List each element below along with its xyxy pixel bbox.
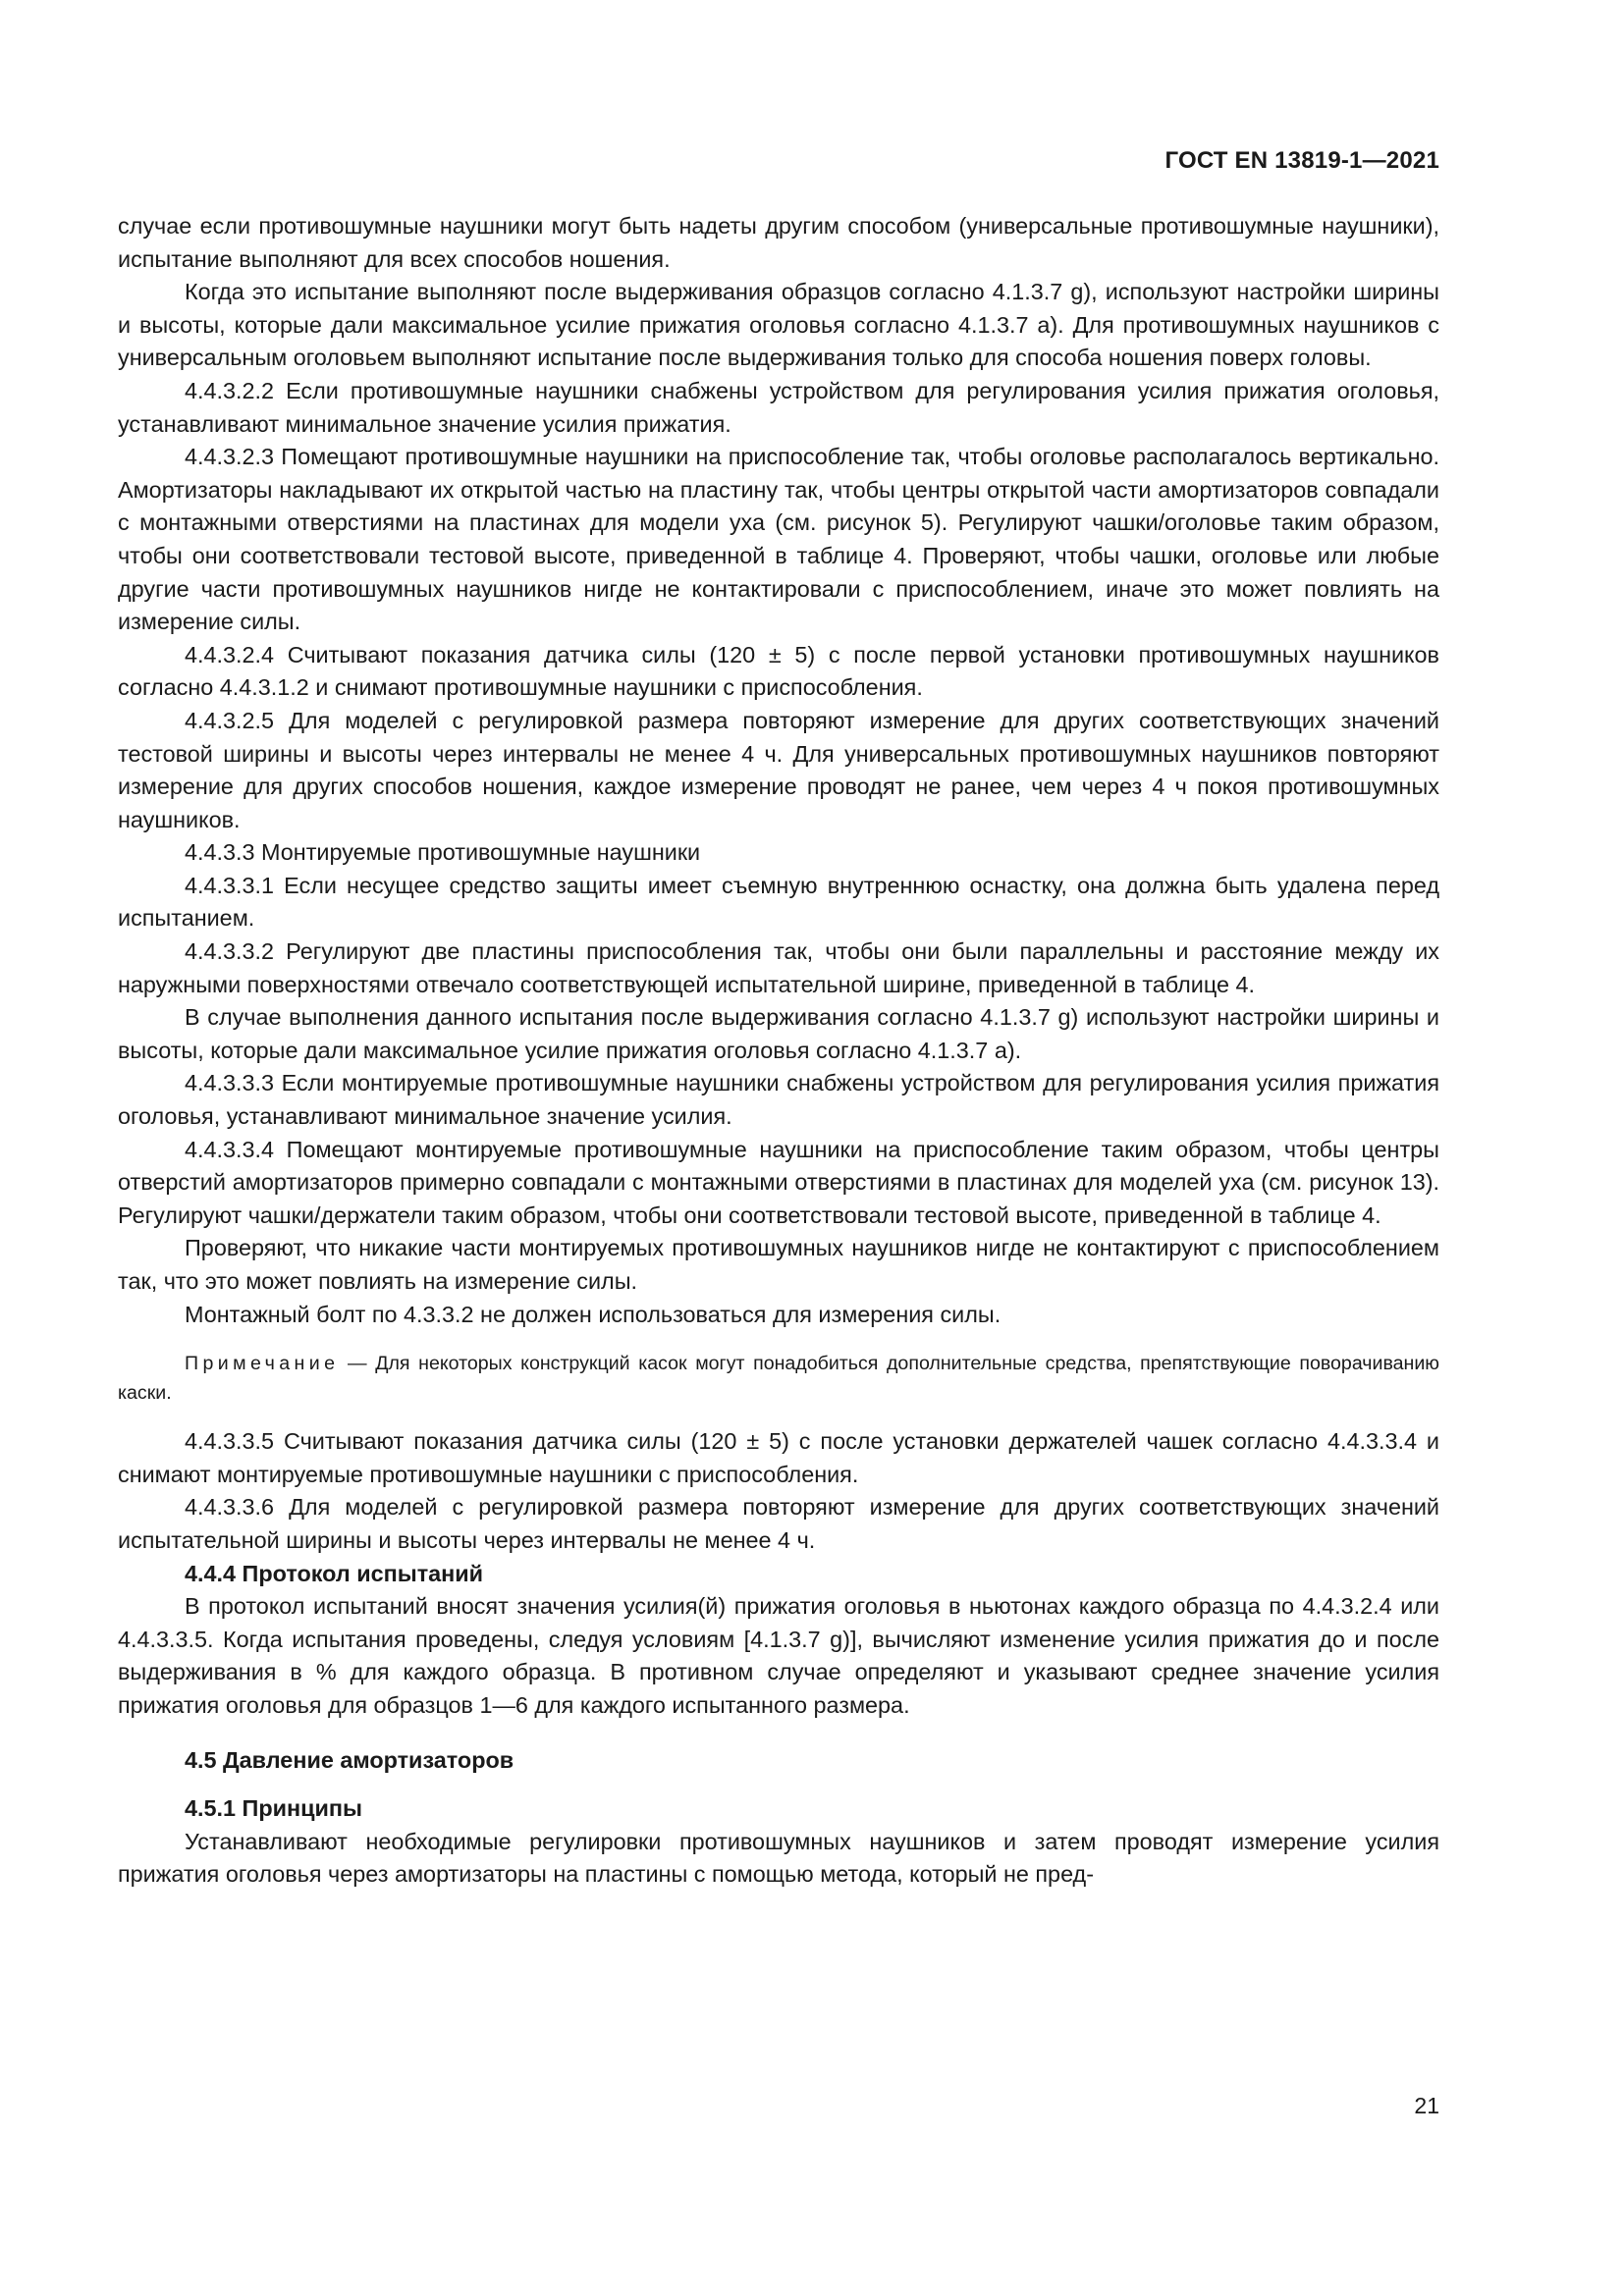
- note-label: Примечание: [185, 1353, 340, 1375]
- paragraph-4-5-1: Устанавливают необходимые регулировки противошумных наушников и затем проводят измерение усилия прижатия оголовья через амортизаторы на пластины с помощью метода, который не пред-: [118, 1828, 1439, 1888]
- paragraph: В случае выполнения данного испытания после выдерживания согласно 4.1.3.7 g) используют настройки ширины и высоты, которые дали максимальное усилие прижатия оголовья согласно 4.1.3.7 а).: [118, 1004, 1439, 1063]
- clause-4-4-4-heading: 4.4.4 Протокол испытаний: [185, 1560, 484, 1586]
- paragraph-4-4-3-2-4: 4.4.3.2.4 Считывают показания датчика силы (120 ± 5) с после первой установки противошумных наушников согласно 4.4.3.1.2 и снимают противошумные наушники с приспособления.: [118, 641, 1439, 701]
- paragraph-4-4-3-2-5: 4.4.3.2.5 Для моделей с регулировкой размера повторяют измерение для других соответствующих значений тестовой ширины и высоты через интервалы не менее 4 ч. Для универсальных противошумных наушников повторяют измерение для других способов ношения, каждое измерение проводят не ранее, чем через 4 ч покоя противошумных наушников.: [118, 707, 1439, 832]
- paragraph-4-4-3-3-6: 4.4.3.3.6 Для моделей с регулировкой размера повторяют измерение для других соответствующих значений испытательной ширины и высоты через интервалы не менее 4 ч.: [118, 1494, 1439, 1553]
- page-number: 21: [1414, 2093, 1439, 2118]
- paragraph-4-4-3-2-3: 4.4.3.2.3 Помещают противошумные наушники на приспособление так, чтобы оголовье располагалось вертикально. Амортизаторы накладывают их открытой частью на пластину так, чтобы центры открытой части амортизаторов совпадали с монтажными отверстиями на пластинах для модели уха (см. рисунок 5). Регулируют чашки/оголовье таким образом, чтобы они соответствовали тестовой высоте, приведенной в таблице 4. Проверяют, чтобы чашки, оголовье или любые другие части противошумных наушников нигде не контактировали с приспособлением, иначе это может повлиять на измерение силы.: [118, 444, 1439, 635]
- paragraph-4-4-3-3-5: 4.4.3.3.5 Считывают показания датчика силы (120 ± 5) с после установки держателей чашек согласно 4.4.3.3.4 и снимают монтируемые противошумные наушники с приспособления.: [118, 1428, 1439, 1487]
- paragraph-4-4-3-2-2: 4.4.3.2.2 Если противошумные наушники снабжены устройством для регулирования усилия прижатия оголовья, устанавливают минимальное значение усилия прижатия.: [118, 377, 1439, 437]
- document-header-code: ГОСТ EN 13819-1—2021: [1164, 147, 1439, 174]
- paragraph-4-4-4: В протокол испытаний вносят значения усилия(й) прижатия оголовья в ньютонах каждого образца по 4.4.3.2.4 или 4.4.3.3.5. Когда испытания проведены, следуя условиям [4.1.3.7 g)], вычисляют изменение усилия прижатия до и после выдерживания в % для каждого образца. В противном случае определяют и указывают среднее значение усилия прижатия оголовья для образцов 1—6 для каждого испытанного размера.: [118, 1593, 1439, 1718]
- paragraph-4-4-3-3-4: 4.4.3.3.4 Помещают монтируемые противошумные наушники на приспособление таким образом, чтобы центры отверстий амортизаторов примерно совпадали с монтажными отверстиями в пластинах для моделей уха (см. рисунок 13). Регулируют чашки/держатели таким образом, чтобы они соответствовали тестовой высоте, приведенной в таблице 4.: [118, 1136, 1439, 1228]
- paragraph-4-4-3-3-1: 4.4.3.3.1 Если несущее средство защиты имеет съемную внутреннюю оснастку, она должна быть удалена перед испытанием.: [118, 872, 1439, 932]
- paragraph-4-4-3-3-2: 4.4.3.3.2 Регулируют две пластины приспособления так, чтобы они были параллельны и расстояние между их наружными поверхностями отвечало соответствующей испытательной ширине, приведенной в таблице 4.: [118, 938, 1439, 997]
- clause-4-5-1-heading: 4.5.1 Принципы: [185, 1795, 362, 1822]
- paragraph: Когда это испытание выполняют после выдерживания образцов согласно 4.1.3.7 g), используют настройки ширины и высоты, которые дали максимальное усилие прижатия оголовья согласно 4.1.3.7 а). Для противошумных наушников с универсальным оголовьем выполняют испытание после выдерживания только для способа ношения поверх головы.: [118, 279, 1439, 371]
- paragraph: Монтажный болт по 4.3.3.2 не должен использоваться для измерения силы.: [185, 1301, 1001, 1327]
- note-text: — Для некоторых конструкций касок могут понадобиться дополнительные средства, препятствующие поворачиванию каски.: [118, 1353, 1439, 1405]
- document-body: [118, 210, 1439, 1892]
- clause-4-5-heading: 4.5 Давление амортизаторов: [185, 1746, 514, 1773]
- paragraph: Проверяют, что никакие части монтируемых противошумных наушников нигде не контактируют с приспособлением так, что это может повлиять на измерение силы.: [118, 1235, 1439, 1294]
- paragraph: случае если противошумные наушники могут быть надеты другим способом (универсальные противошумные наушники), испытание выполняют для всех способов ношения.: [118, 213, 1439, 272]
- paragraph-4-4-3-3-3: 4.4.3.3.3 Если монтируемые противошумные наушники снабжены устройством для регулирования усилия прижатия оголовья, устанавливают минимальное значение усилия.: [118, 1070, 1439, 1130]
- note: [118, 1349, 1439, 1408]
- clause-4-4-3-3-title: 4.4.3.3 Монтируемые противошумные наушники: [185, 839, 701, 866]
